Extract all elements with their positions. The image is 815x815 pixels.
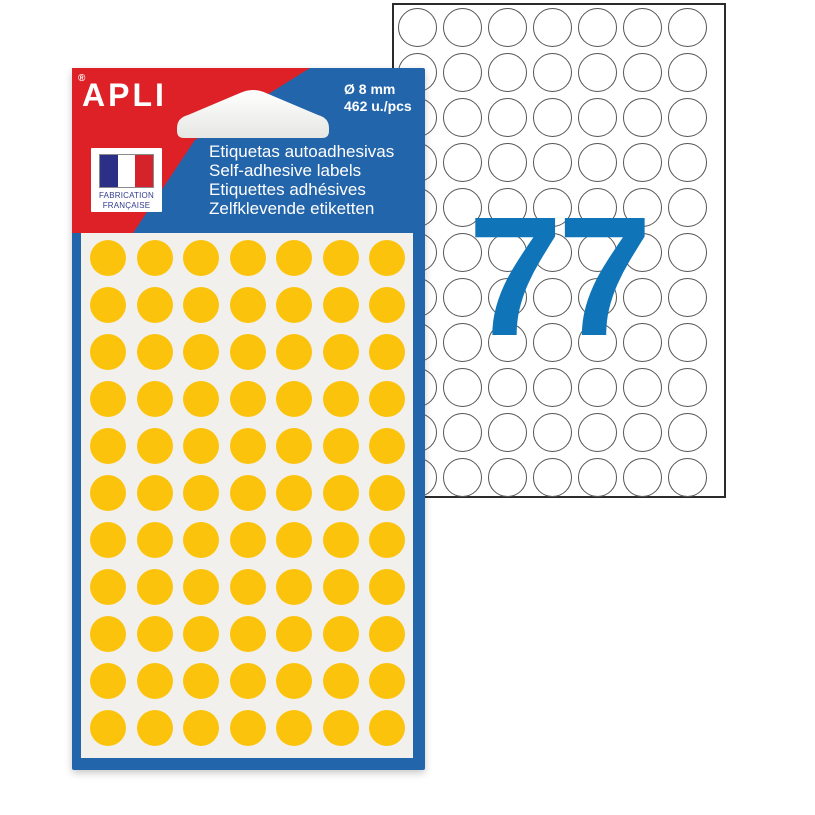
yellow-label-dot — [90, 522, 126, 558]
yellow-label-dot — [369, 569, 405, 605]
empty-label-circle — [488, 143, 527, 182]
yellow-label-dot — [137, 381, 173, 417]
yellow-label-dot — [183, 381, 219, 417]
origin-text — [91, 191, 162, 210]
empty-label-circle — [578, 98, 617, 137]
empty-label-circle — [443, 53, 482, 92]
empty-label-circle — [668, 8, 707, 47]
front-dot-grid — [90, 240, 405, 746]
empty-label-circle — [533, 413, 572, 452]
empty-label-circle — [443, 143, 482, 182]
empty-label-circle — [398, 8, 437, 47]
yellow-label-dot — [276, 240, 312, 276]
yellow-label-dot — [369, 710, 405, 746]
quantity-label: 462 u./pcs — [344, 98, 412, 114]
empty-label-circle — [443, 8, 482, 47]
yellow-label-dot — [137, 616, 173, 652]
yellow-label-dot — [137, 240, 173, 276]
yellow-label-dot — [369, 334, 405, 370]
yellow-label-dot — [90, 616, 126, 652]
yellow-label-dot — [183, 334, 219, 370]
yellow-label-dot — [369, 240, 405, 276]
empty-label-circle — [533, 98, 572, 137]
yellow-label-dot — [276, 710, 312, 746]
yellow-label-dot — [183, 663, 219, 699]
yellow-label-dot — [276, 663, 312, 699]
diameter-label: Ø 8 mm — [344, 81, 396, 97]
brand-logo: APLI — [82, 77, 167, 113]
yellow-label-dot — [369, 428, 405, 464]
yellow-label-dot — [183, 240, 219, 276]
yellow-label-dot — [183, 522, 219, 558]
yellow-label-dot — [183, 616, 219, 652]
description-es: Etiquetas autoadhesivas — [209, 142, 395, 161]
yellow-label-dot — [230, 616, 266, 652]
empty-label-circle — [623, 458, 662, 497]
empty-label-circle — [623, 368, 662, 407]
empty-label-circle — [668, 53, 707, 92]
yellow-label-dot — [230, 663, 266, 699]
empty-label-circle — [578, 143, 617, 182]
yellow-label-dot — [369, 475, 405, 511]
labels-per-sheet-count: 77 — [468, 182, 648, 372]
yellow-label-dot — [323, 334, 359, 370]
yellow-label-dot — [276, 522, 312, 558]
empty-label-circle — [668, 188, 707, 227]
yellow-label-dot — [90, 287, 126, 323]
empty-label-circle — [668, 98, 707, 137]
yellow-label-dot — [137, 569, 173, 605]
yellow-label-dot — [276, 334, 312, 370]
yellow-label-dot — [323, 710, 359, 746]
empty-label-circle — [668, 458, 707, 497]
yellow-label-dot — [90, 569, 126, 605]
yellow-label-dot — [90, 710, 126, 746]
empty-label-circle — [488, 458, 527, 497]
french-flag-icon — [99, 154, 154, 188]
yellow-label-dot — [90, 475, 126, 511]
empty-label-circle — [578, 368, 617, 407]
empty-label-circle — [623, 413, 662, 452]
empty-label-circle — [668, 368, 707, 407]
yellow-label-dot — [183, 475, 219, 511]
yellow-label-dot — [230, 569, 266, 605]
yellow-label-dot — [323, 522, 359, 558]
empty-label-circle — [623, 53, 662, 92]
yellow-label-dot — [230, 710, 266, 746]
empty-label-circle — [488, 368, 527, 407]
made-in-france-badge — [91, 148, 162, 212]
yellow-label-dot — [90, 240, 126, 276]
empty-label-circle — [668, 323, 707, 362]
empty-label-circle — [533, 53, 572, 92]
origin-line1: FABRICATION — [99, 191, 154, 200]
yellow-label-dot — [137, 428, 173, 464]
flag-band-blue — [100, 155, 118, 187]
yellow-label-dot — [230, 334, 266, 370]
empty-label-circle — [443, 458, 482, 497]
yellow-label-dot — [137, 287, 173, 323]
yellow-label-dot — [323, 287, 359, 323]
yellow-label-dot — [183, 710, 219, 746]
package-header — [72, 68, 425, 233]
yellow-label-dot — [276, 569, 312, 605]
yellow-label-dot — [323, 240, 359, 276]
yellow-label-dot — [90, 663, 126, 699]
yellow-label-dot — [276, 287, 312, 323]
front-label-sheet — [81, 233, 413, 758]
empty-label-circle — [443, 368, 482, 407]
product-descriptions — [209, 142, 394, 218]
yellow-label-dot — [183, 569, 219, 605]
yellow-label-dot — [276, 475, 312, 511]
empty-label-circle — [488, 8, 527, 47]
yellow-label-dot — [323, 475, 359, 511]
flag-band-red — [135, 155, 153, 187]
description-en: Self-adhesive labels — [209, 161, 362, 180]
empty-label-circle — [533, 368, 572, 407]
yellow-label-dot — [183, 287, 219, 323]
yellow-label-dot — [137, 522, 173, 558]
yellow-label-dot — [323, 569, 359, 605]
label-sheet-back — [392, 3, 726, 498]
yellow-label-dot — [183, 428, 219, 464]
spec-block — [344, 81, 412, 115]
yellow-label-dot — [230, 522, 266, 558]
yellow-label-dot — [323, 428, 359, 464]
empty-label-circle — [668, 413, 707, 452]
yellow-label-dot — [90, 381, 126, 417]
yellow-label-dot — [230, 287, 266, 323]
empty-label-circle — [533, 458, 572, 497]
empty-label-circle — [578, 53, 617, 92]
yellow-label-dot — [230, 428, 266, 464]
yellow-label-dot — [323, 381, 359, 417]
yellow-label-dot — [369, 381, 405, 417]
yellow-label-dot — [90, 334, 126, 370]
empty-label-circle — [443, 98, 482, 137]
origin-line2: FRANÇAISE — [102, 200, 151, 210]
empty-label-circle — [578, 458, 617, 497]
empty-label-circle — [623, 8, 662, 47]
yellow-label-dot — [137, 334, 173, 370]
empty-label-circle — [488, 98, 527, 137]
registered-trademark: ® — [78, 73, 86, 84]
empty-label-circle — [623, 98, 662, 137]
empty-label-circle — [668, 278, 707, 317]
yellow-label-dot — [230, 381, 266, 417]
empty-label-circle — [578, 413, 617, 452]
yellow-label-dot — [137, 663, 173, 699]
flag-band-white — [118, 155, 136, 187]
yellow-label-dot — [90, 428, 126, 464]
yellow-label-dot — [276, 381, 312, 417]
yellow-label-dot — [369, 663, 405, 699]
yellow-label-dot — [323, 663, 359, 699]
description-nl: Zelfklevende etiketten — [209, 199, 375, 218]
empty-label-circle — [668, 143, 707, 182]
yellow-label-dot — [137, 475, 173, 511]
package-front — [72, 68, 425, 770]
empty-label-circle — [488, 53, 527, 92]
empty-label-circle — [533, 143, 572, 182]
empty-label-circle — [623, 143, 662, 182]
yellow-label-dot — [369, 616, 405, 652]
yellow-label-dot — [137, 710, 173, 746]
yellow-label-dot — [276, 616, 312, 652]
empty-label-circle — [443, 413, 482, 452]
empty-label-circle — [488, 413, 527, 452]
yellow-label-dot — [230, 475, 266, 511]
empty-label-circle — [668, 233, 707, 272]
empty-label-circle — [578, 8, 617, 47]
euro-hang-tab-icon — [177, 87, 329, 138]
description-fr: Etiquettes adhésives — [209, 180, 366, 199]
yellow-label-dot — [369, 287, 405, 323]
yellow-label-dot — [276, 428, 312, 464]
yellow-label-dot — [369, 522, 405, 558]
yellow-label-dot — [230, 240, 266, 276]
empty-label-circle — [533, 8, 572, 47]
yellow-label-dot — [323, 616, 359, 652]
